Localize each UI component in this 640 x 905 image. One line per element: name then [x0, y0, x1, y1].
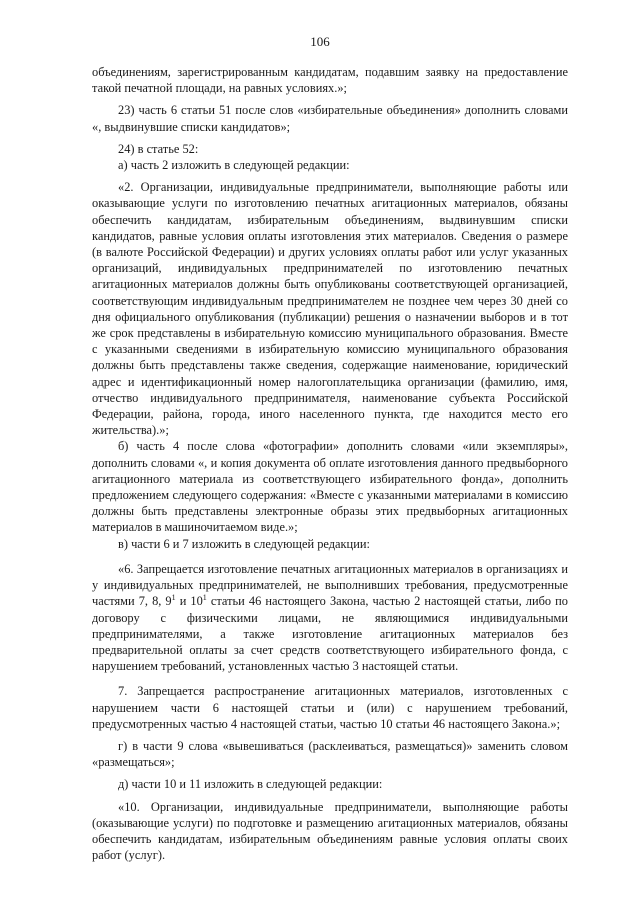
- paragraph-subitem-g: г) в части 9 слова «вывешиваться (расклеиваться, размещаться)» заменить словом «размещаться»;: [92, 738, 568, 770]
- paragraph-item-23: 23) часть 6 статьи 51 после слов «избирательные объединения» дополнить словами «, выдвинувшие списки кандидатов»;: [92, 103, 568, 134]
- paragraph-subitem-a: а) часть 2 изложить в следующей редакции:: [118, 158, 350, 173]
- paragraph-part-6-text: [92, 561, 568, 674]
- paragraph-part-2-text: «2. Организации, индивидуальные предприниматели, выполняющие работы или оказывающие услуги по изготовлению печатных агитационных материалов, обязаны обеспечить кандидатам, избирательным объединениям, выдвинувшим списки кандидатов, равные условия оплаты изготовления этих материалов. Сведения о размере (в валюте Российской Федерации) и других условиях оплаты работ или услуг указанных организаций, индивидуальных предпринимателей по изготовлению печатных агитационных материалов должны быть опубликованы соответствующей организацией, соответствующим индивидуальным предпринимателем не позднее чем через 30 дней со дня официального опубликования (публикации) решения о назначении выборов и в тот же срок представлены в избирательную комиссию муниципального образования. Вместе с указанными сведениями в избирательную комиссию муниципального образования должны быть представлены также сведения, содержащие наименование, юридический адрес и идентификационный номер налогоплательщика организации (фамилию, имя, отчество индивидуального предпринимателя, наименование субъекта Российской Федерации, района, города, иного населенного пункта, где находится место его жительства).»;: [92, 180, 568, 438]
- paragraph-subitem-b: б) часть 4 после слова «фотографии» дополнить словами «или экземпляры», дополнить словами «, и копия документа об оплате изготовления данного предвыборного агитационного материала из соответствующего избирательного фонда», дополнить предложением следующего содержания: «Вместе с указанными материалами в комиссию должны быть представлены электронные образы этих предвыборных агитационных материалов в машиночитаемом виде.»;: [92, 439, 568, 535]
- paragraph-part-10-text: «10. Организации, индивидуальные предприниматели, выполняющие работы (оказывающие услуги) по подготовке и размещению агитационных материалов, обязаны обеспечить кандидатам, избирательным объединениям равные условия оплаты своих работ (услуг).: [92, 799, 568, 863]
- page-number: 106: [310, 34, 330, 49]
- document-body: [92, 64, 568, 863]
- part-6-text-middle: и 10: [175, 594, 203, 609]
- part-6-text-start: «6. Запрещается изготовление печатных агитационных материалов в организациях и у индивидуальных предпринимателей, не выполнивших требования, предусмотренные частями 7, 8, 9: [92, 561, 568, 609]
- superscript-9-1: 1: [171, 593, 176, 603]
- part-6-text-end: статьи 46 настоящего Закона, частью 2 настоящей статьи, либо по договору с физическими лицами, не являющимися индивидуальными предпринимателями, а также изготовление агитационных материалов без предварительной оплаты за счет средств соответствующего избирательного фонда, с нарушением требований, установленных частью 3 настоящей статьи.: [92, 594, 568, 674]
- paragraph-item-24: 24) в статье 52:: [118, 141, 199, 156]
- paragraph-subitem-v: в) части 6 и 7 изложить в следующей редакции:: [118, 536, 370, 551]
- paragraph-part-7-text: 7. Запрещается распространение агитационных материалов, изготовленных с нарушением части 6 настоящей статьи и (или) с нарушением требований, предусмотренных частью 4 настоящей статьи, частью 10 статьи 46 настоящего Закона.»;: [92, 684, 568, 731]
- paragraph-continuation: объединениям, зарегистрированным кандидатам, подавшим заявку на предоставление такой печатной площади, на равных условиях.»;: [92, 65, 568, 96]
- superscript-10-1: 1: [202, 593, 207, 603]
- paragraph-subitem-d: д) части 10 и 11 изложить в следующей редакции:: [118, 777, 383, 792]
